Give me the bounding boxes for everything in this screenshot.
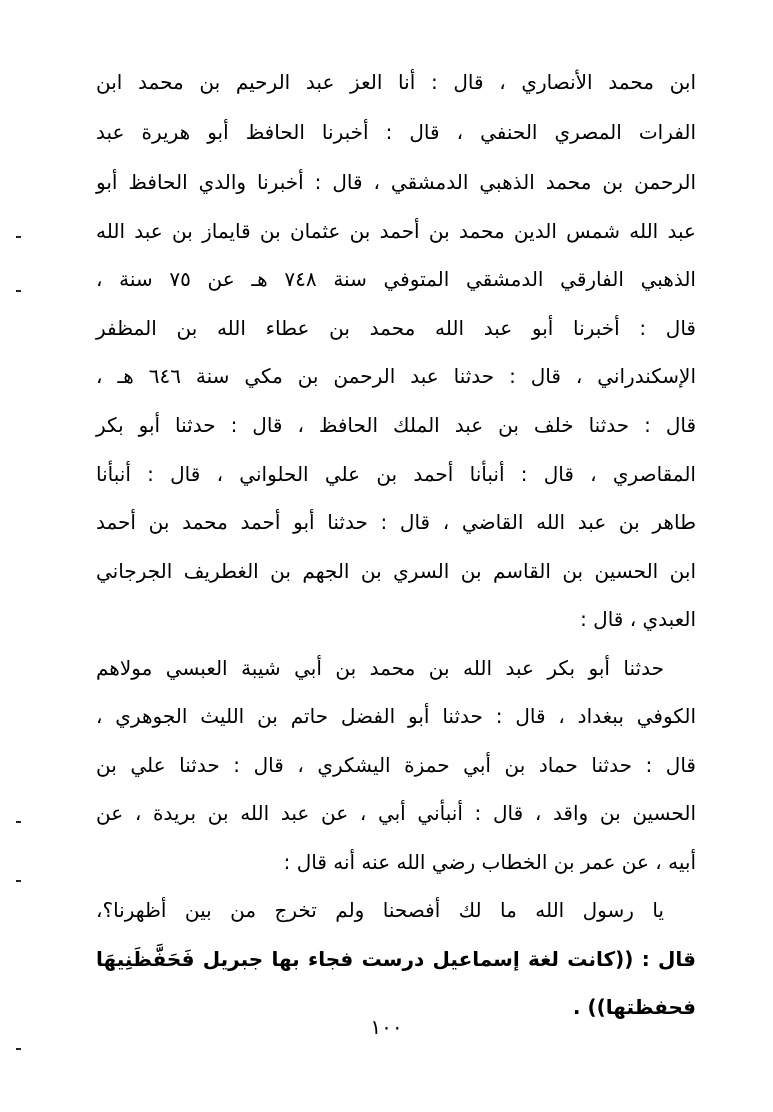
text-line: الرحمن بن محمد الذهبي الدمشقي ، قال : أخبرنا والدي الحافظ أبو xyxy=(96,170,696,194)
scan-speck xyxy=(16,880,21,882)
text-line: ابن الحسين بن القاسم بن السري بن الجهم بن الغطريف الجرجاني xyxy=(96,559,696,583)
text-line: يا رسول الله ما لك أفصحنا ولم تخرج من بين أظهرنا؟، xyxy=(96,898,664,922)
text-line: الفرات المصري الحنفي ، قال : أخبرنا الحافظ أبو هريرة عبد xyxy=(96,120,696,144)
text-line: قال : حدثنا خلف بن عبد الملك الحافظ ، قال : حدثنا أبو بكر xyxy=(96,413,696,437)
text-line: قال : أخبرنا أبو عبد الله محمد بن عطاء الله بن المظفر xyxy=(96,316,696,340)
text-line: الحسين بن واقد ، قال : أنبأني أبي ، عن عبد الله بن بريدة ، عن xyxy=(96,801,696,825)
text-line: الكوفي ببغداد ، قال : حدثنا أبو الفضل حاتم بن الليث الجوهري ، xyxy=(96,704,696,728)
text-line: العبدي ، قال : xyxy=(580,607,696,631)
page-number: ١٠٠ xyxy=(370,1015,403,1039)
scan-speck xyxy=(16,290,21,292)
scan-speck xyxy=(16,821,21,823)
scan-speck xyxy=(16,1048,21,1050)
text-line: طاهر بن عبد الله القاضي ، قال : حدثنا أبو أحمد محمد بن أحمد xyxy=(96,510,696,534)
text-line: ابن محمد الأنصاري ، قال : أنا العز عبد الرحيم بن محمد ابن xyxy=(96,70,696,94)
text-line: أبيه ، عن عمر بن الخطاب رضي الله عنه أنه قال : xyxy=(283,850,696,874)
text-line: حدثنا أبو بكر عبد الله بن محمد بن أبي شيبة العبسي مولاهم xyxy=(96,656,664,680)
text-line: فحفظتها)) . xyxy=(572,995,696,1019)
text-line: قال : ((كانت لغة إسماعيل درست فجاء بها جبريل فَحَفَّظَنِيهَا xyxy=(96,947,696,971)
text-line: قال : حدثنا حماد بن أبي حمزة اليشكري ، قال : حدثنا علي بن xyxy=(96,753,696,777)
text-line: الذهبي الفارقي الدمشقي المتوفي سنة ٧٤٨ هـ عن ٧٥ سنة ، xyxy=(96,267,696,291)
text-line: عبد الله شمس الدين محمد بن أحمد بن عثمان بن قايماز بن عبد الله xyxy=(96,219,696,243)
text-line: المقاصري ، قال : أنبأنا أحمد بن علي الحلواني ، قال : أنبأنا xyxy=(96,462,696,486)
scan-speck xyxy=(16,236,21,238)
text-line: الإسكندراني ، قال : حدثنا عبد الرحمن بن مكي سنة ٦٤٦ هـ ، xyxy=(96,364,697,388)
